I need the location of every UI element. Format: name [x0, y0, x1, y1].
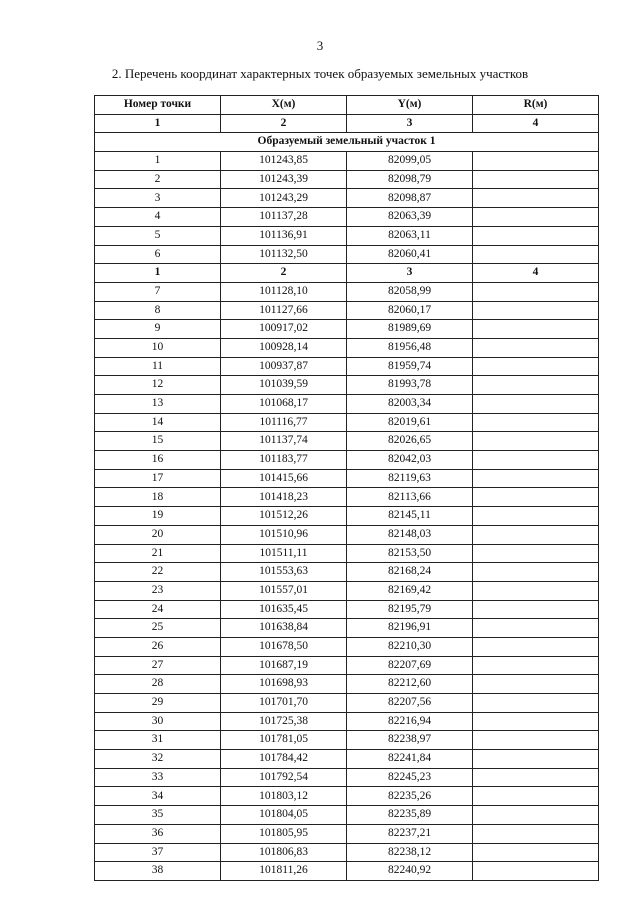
point-number-cell: 36	[95, 824, 221, 843]
point-number-cell: 3	[95, 189, 221, 208]
radius-cell	[473, 843, 599, 862]
point-number-cell: 37	[95, 843, 221, 862]
table-row	[95, 451, 599, 470]
table-row	[95, 637, 599, 656]
table-row	[95, 357, 599, 376]
radius-cell	[473, 338, 599, 357]
point-number-cell: 25	[95, 619, 221, 638]
table-row	[95, 750, 599, 769]
x-coordinate-cell: 100928,14	[221, 338, 347, 357]
column-number-row	[95, 264, 599, 283]
table-row	[95, 862, 599, 881]
table-row	[95, 301, 599, 320]
point-number-cell: 21	[95, 544, 221, 563]
table-row	[95, 656, 599, 675]
point-number-cell: 29	[95, 694, 221, 713]
y-coordinate-cell: 82168,24	[347, 563, 473, 582]
radius-cell	[473, 656, 599, 675]
radius-cell	[473, 245, 599, 264]
x-coordinate-cell: 101781,05	[221, 731, 347, 750]
y-coordinate-cell: 82119,63	[347, 469, 473, 488]
point-number-cell: 9	[95, 320, 221, 339]
column-number: 3	[347, 114, 473, 133]
x-coordinate-cell: 101137,28	[221, 208, 347, 227]
x-coordinate-cell: 101557,01	[221, 581, 347, 600]
x-coordinate-cell: 101243,85	[221, 152, 347, 171]
point-number-cell: 23	[95, 581, 221, 600]
x-coordinate-cell: 101638,84	[221, 619, 347, 638]
column-number: 1	[95, 114, 221, 133]
radius-cell	[473, 600, 599, 619]
section-title-row	[95, 133, 599, 152]
y-coordinate-cell: 82237,21	[347, 824, 473, 843]
radius-cell	[473, 469, 599, 488]
point-number-cell: 33	[95, 768, 221, 787]
radius-cell	[473, 152, 599, 171]
y-coordinate-cell: 82216,94	[347, 712, 473, 731]
page-number: 3	[316, 38, 324, 53]
y-coordinate-cell: 82063,39	[347, 208, 473, 227]
point-number-cell: 34	[95, 787, 221, 806]
radius-cell	[473, 301, 599, 320]
point-number-cell: 15	[95, 432, 221, 451]
y-coordinate-cell: 82042,03	[347, 451, 473, 470]
column-number: 1	[95, 264, 221, 283]
y-coordinate-cell: 81959,74	[347, 357, 473, 376]
y-coordinate-cell: 82212,60	[347, 675, 473, 694]
radius-cell	[473, 208, 599, 227]
radius-cell	[473, 824, 599, 843]
radius-cell	[473, 376, 599, 395]
y-coordinate-cell: 82026,65	[347, 432, 473, 451]
point-number-cell: 26	[95, 637, 221, 656]
x-coordinate-cell: 101553,63	[221, 563, 347, 582]
table-row	[95, 581, 599, 600]
radius-cell	[473, 395, 599, 414]
x-coordinate-cell: 101806,83	[221, 843, 347, 862]
x-coordinate-cell: 101116,77	[221, 413, 347, 432]
y-coordinate-cell: 82153,50	[347, 544, 473, 563]
y-coordinate-cell: 82060,17	[347, 301, 473, 320]
x-coordinate-cell: 101792,54	[221, 768, 347, 787]
point-number-cell: 30	[95, 712, 221, 731]
y-coordinate-cell: 82235,26	[347, 787, 473, 806]
column-number: 3	[347, 264, 473, 283]
radius-cell	[473, 619, 599, 638]
column-number-row	[95, 114, 599, 133]
table-row	[95, 843, 599, 862]
x-coordinate-cell: 100917,02	[221, 320, 347, 339]
x-coordinate-cell: 101811,26	[221, 862, 347, 881]
radius-cell	[473, 563, 599, 582]
x-coordinate-cell: 101415,66	[221, 469, 347, 488]
point-number-cell: 5	[95, 226, 221, 245]
radius-cell	[473, 637, 599, 656]
coordinates-table	[94, 95, 599, 881]
table-row	[95, 152, 599, 171]
point-number-cell: 11	[95, 357, 221, 376]
point-number-cell: 17	[95, 469, 221, 488]
point-number-cell: 19	[95, 507, 221, 526]
radius-cell	[473, 787, 599, 806]
table-row	[95, 507, 599, 526]
x-coordinate-cell: 101039,59	[221, 376, 347, 395]
y-coordinate-cell: 82003,34	[347, 395, 473, 414]
table-row	[95, 488, 599, 507]
x-coordinate-cell: 101128,10	[221, 282, 347, 301]
header-r: R(м)	[473, 96, 599, 115]
point-number-cell: 2	[95, 170, 221, 189]
y-coordinate-cell: 82245,23	[347, 768, 473, 787]
x-coordinate-cell: 101678,50	[221, 637, 347, 656]
point-number-cell: 10	[95, 338, 221, 357]
header-point-number: Номер точки	[95, 96, 221, 115]
point-number-cell: 22	[95, 563, 221, 582]
x-coordinate-cell: 101068,17	[221, 395, 347, 414]
x-coordinate-cell: 101243,39	[221, 170, 347, 189]
radius-cell	[473, 170, 599, 189]
x-coordinate-cell: 101127,66	[221, 301, 347, 320]
y-coordinate-cell: 82060,41	[347, 245, 473, 264]
y-coordinate-cell: 82063,11	[347, 226, 473, 245]
radius-cell	[473, 694, 599, 713]
radius-cell	[473, 712, 599, 731]
point-number-cell: 27	[95, 656, 221, 675]
x-coordinate-cell: 101183,77	[221, 451, 347, 470]
x-coordinate-cell: 101784,42	[221, 750, 347, 769]
point-number-cell: 6	[95, 245, 221, 264]
x-coordinate-cell: 101510,96	[221, 525, 347, 544]
x-coordinate-cell: 101803,12	[221, 787, 347, 806]
radius-cell	[473, 320, 599, 339]
x-coordinate-cell: 100937,87	[221, 357, 347, 376]
point-number-cell: 7	[95, 282, 221, 301]
section-title: Образуемый земельный участок 1	[95, 133, 599, 152]
table-row	[95, 712, 599, 731]
x-coordinate-cell: 101701,70	[221, 694, 347, 713]
y-coordinate-cell: 82058,99	[347, 282, 473, 301]
y-coordinate-cell: 82238,97	[347, 731, 473, 750]
table-row	[95, 768, 599, 787]
x-coordinate-cell: 101805,95	[221, 824, 347, 843]
y-coordinate-cell: 82169,42	[347, 581, 473, 600]
radius-cell	[473, 282, 599, 301]
table-row	[95, 544, 599, 563]
radius-cell	[473, 525, 599, 544]
column-number: 2	[221, 114, 347, 133]
radius-cell	[473, 451, 599, 470]
y-coordinate-cell: 82235,89	[347, 806, 473, 825]
y-coordinate-cell: 82207,69	[347, 656, 473, 675]
y-coordinate-cell: 82098,87	[347, 189, 473, 208]
table-header-row	[95, 96, 599, 115]
x-coordinate-cell: 101804,05	[221, 806, 347, 825]
radius-cell	[473, 357, 599, 376]
radius-cell	[473, 488, 599, 507]
point-number-cell: 1	[95, 152, 221, 171]
table-row	[95, 787, 599, 806]
y-coordinate-cell: 82238,12	[347, 843, 473, 862]
x-coordinate-cell: 101418,23	[221, 488, 347, 507]
radius-cell	[473, 544, 599, 563]
table-row	[95, 619, 599, 638]
radius-cell	[473, 862, 599, 881]
y-coordinate-cell: 82241,84	[347, 750, 473, 769]
x-coordinate-cell: 101698,93	[221, 675, 347, 694]
radius-cell	[473, 581, 599, 600]
point-number-cell: 12	[95, 376, 221, 395]
radius-cell	[473, 432, 599, 451]
table-row	[95, 170, 599, 189]
radius-cell	[473, 750, 599, 769]
y-coordinate-cell: 82240,92	[347, 862, 473, 881]
radius-cell	[473, 768, 599, 787]
radius-cell	[473, 731, 599, 750]
point-number-cell: 4	[95, 208, 221, 227]
point-number-cell: 32	[95, 750, 221, 769]
y-coordinate-cell: 82113,66	[347, 488, 473, 507]
x-coordinate-cell: 101132,50	[221, 245, 347, 264]
point-number-cell: 31	[95, 731, 221, 750]
point-number-cell: 35	[95, 806, 221, 825]
x-coordinate-cell: 101136,91	[221, 226, 347, 245]
y-coordinate-cell: 82148,03	[347, 525, 473, 544]
y-coordinate-cell: 81956,48	[347, 338, 473, 357]
y-coordinate-cell: 81993,78	[347, 376, 473, 395]
y-coordinate-cell: 82098,79	[347, 170, 473, 189]
radius-cell	[473, 507, 599, 526]
point-number-cell: 38	[95, 862, 221, 881]
table-row	[95, 338, 599, 357]
document-heading: 2. Перечень координат характерных точек образуемых земельных участков	[111, 66, 529, 81]
x-coordinate-cell: 101137,74	[221, 432, 347, 451]
x-coordinate-cell: 101512,26	[221, 507, 347, 526]
y-coordinate-cell: 81989,69	[347, 320, 473, 339]
table-row	[95, 525, 599, 544]
y-coordinate-cell: 82196,91	[347, 619, 473, 638]
table-row	[95, 395, 599, 414]
table-row	[95, 413, 599, 432]
point-number-cell: 16	[95, 451, 221, 470]
x-coordinate-cell: 101635,45	[221, 600, 347, 619]
header-x: X(м)	[221, 96, 347, 115]
header-y: Y(м)	[347, 96, 473, 115]
table-row	[95, 245, 599, 264]
x-coordinate-cell: 101687,19	[221, 656, 347, 675]
radius-cell	[473, 806, 599, 825]
table-row	[95, 600, 599, 619]
table-row	[95, 563, 599, 582]
point-number-cell: 20	[95, 525, 221, 544]
y-coordinate-cell: 82145,11	[347, 507, 473, 526]
table-row	[95, 226, 599, 245]
table-body	[95, 114, 599, 880]
radius-cell	[473, 189, 599, 208]
table-row	[95, 432, 599, 451]
column-number: 2	[221, 264, 347, 283]
table-row	[95, 731, 599, 750]
table-row	[95, 320, 599, 339]
column-number: 4	[473, 114, 599, 133]
table-row	[95, 694, 599, 713]
point-number-cell: 18	[95, 488, 221, 507]
table-row	[95, 469, 599, 488]
table-row	[95, 189, 599, 208]
point-number-cell: 28	[95, 675, 221, 694]
y-coordinate-cell: 82099,05	[347, 152, 473, 171]
radius-cell	[473, 226, 599, 245]
x-coordinate-cell: 101243,29	[221, 189, 347, 208]
point-number-cell: 14	[95, 413, 221, 432]
y-coordinate-cell: 82019,61	[347, 413, 473, 432]
y-coordinate-cell: 82210,30	[347, 637, 473, 656]
x-coordinate-cell: 101511,11	[221, 544, 347, 563]
table-row	[95, 376, 599, 395]
point-number-cell: 8	[95, 301, 221, 320]
y-coordinate-cell: 82195,79	[347, 600, 473, 619]
table-row	[95, 824, 599, 843]
point-number-cell: 13	[95, 395, 221, 414]
column-number: 4	[473, 264, 599, 283]
radius-cell	[473, 675, 599, 694]
table-row	[95, 282, 599, 301]
point-number-cell: 24	[95, 600, 221, 619]
x-coordinate-cell: 101725,38	[221, 712, 347, 731]
radius-cell	[473, 413, 599, 432]
table-row	[95, 675, 599, 694]
table-row	[95, 208, 599, 227]
table-row	[95, 806, 599, 825]
y-coordinate-cell: 82207,56	[347, 694, 473, 713]
